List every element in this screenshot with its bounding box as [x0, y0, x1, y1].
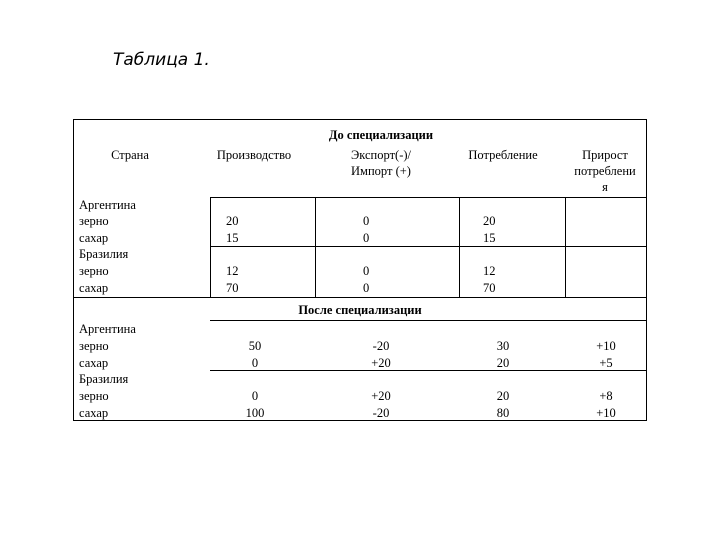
column-header-growth: потреблени — [574, 164, 636, 178]
column-header-export: Экспорт(-)/ — [350, 148, 412, 162]
growth-value: +10 — [596, 339, 616, 353]
grid-line — [210, 320, 647, 321]
trade-value: -20 — [372, 406, 390, 420]
production-value: 50 — [248, 339, 262, 353]
consumption-value: 15 — [483, 231, 496, 245]
country-label: Бразилия — [79, 372, 129, 386]
trade-value: +20 — [371, 389, 391, 403]
page-title: Таблица 1. — [113, 50, 210, 70]
trade-value: 0 — [363, 231, 370, 245]
production-value: 15 — [226, 231, 239, 245]
group-before-heading: До специализации — [328, 128, 434, 142]
column-header-consumption: Потребление — [468, 148, 538, 162]
product-label: зерно — [79, 264, 109, 278]
consumption-value: 70 — [483, 281, 496, 295]
production-value: 20 — [226, 214, 239, 228]
column-header-import: Импорт (+) — [351, 164, 411, 178]
country-label: Аргентина — [79, 198, 136, 212]
production-value: 0 — [251, 389, 259, 403]
production-value: 12 — [226, 264, 239, 278]
consumption-value: 80 — [496, 406, 510, 420]
product-label: сахар — [79, 406, 109, 420]
column-header-growth: Прирост — [582, 148, 628, 162]
group-after-heading: После специализации — [298, 303, 422, 317]
trade-value: 0 — [363, 281, 370, 295]
consumption-value: 20 — [483, 214, 496, 228]
grid-line — [565, 197, 566, 298]
production-value: 100 — [245, 406, 265, 420]
grid-line — [210, 246, 647, 247]
consumption-value: 20 — [496, 356, 510, 370]
column-header-production: Производство — [216, 148, 292, 162]
column-header-growth: я — [602, 180, 608, 194]
trade-value: 0 — [363, 214, 370, 228]
growth-value: +10 — [596, 406, 616, 420]
consumption-value: 12 — [483, 264, 496, 278]
grid-line — [210, 370, 647, 371]
column-header-country: Страна — [111, 148, 149, 162]
production-value: 70 — [226, 281, 239, 295]
product-label: сахар — [79, 281, 109, 295]
product-label: сахар — [79, 356, 109, 370]
grid-line — [210, 197, 211, 298]
product-label: зерно — [79, 214, 109, 228]
country-label: Аргентина — [79, 322, 136, 336]
consumption-value: 30 — [496, 339, 510, 353]
country-label: Бразилия — [79, 247, 129, 261]
trade-value: +20 — [371, 356, 391, 370]
comparison-table — [73, 119, 647, 421]
growth-value: +5 — [599, 356, 613, 370]
grid-line — [74, 297, 646, 298]
product-label: зерно — [79, 389, 109, 403]
growth-value: +8 — [599, 389, 613, 403]
product-label: зерно — [79, 339, 109, 353]
product-label: сахар — [79, 231, 109, 245]
grid-line — [459, 197, 460, 298]
production-value: 0 — [251, 356, 259, 370]
grid-line — [315, 197, 316, 298]
grid-line — [210, 197, 647, 198]
trade-value: -20 — [372, 339, 390, 353]
trade-value: 0 — [363, 264, 370, 278]
consumption-value: 20 — [496, 389, 510, 403]
